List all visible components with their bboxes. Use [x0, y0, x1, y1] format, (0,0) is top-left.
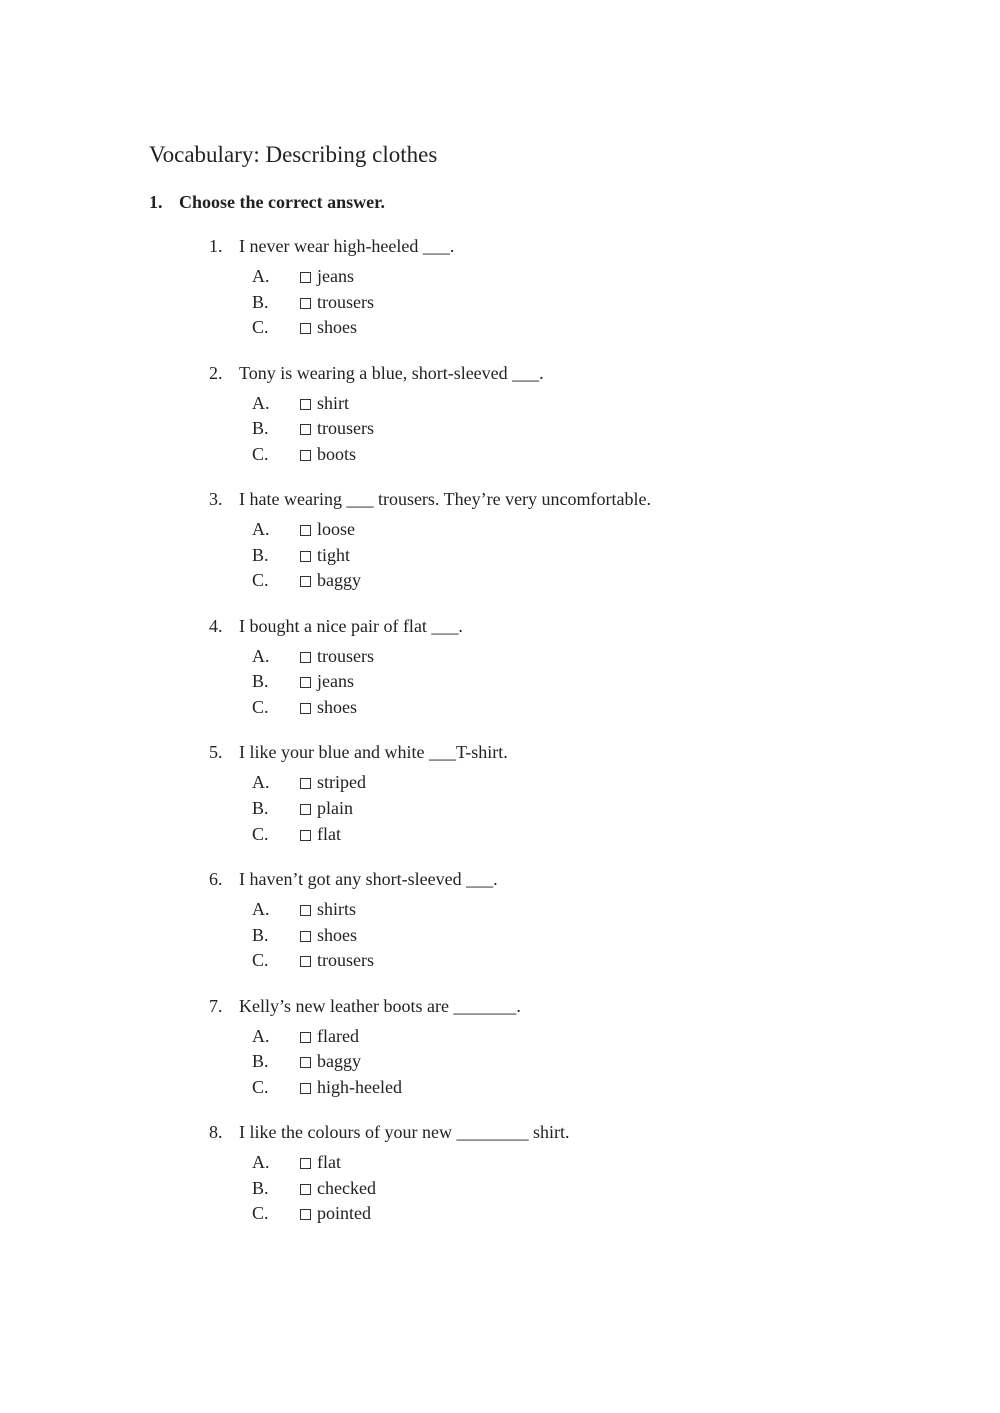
checkbox-icon[interactable]: [300, 298, 311, 309]
option-text: shoes: [317, 696, 357, 717]
option-letter: C.: [252, 1203, 269, 1224]
option-list: [252, 1150, 376, 1227]
checkbox-icon[interactable]: [300, 1209, 311, 1220]
question-number: 7.: [209, 995, 223, 1016]
checkbox-icon[interactable]: [300, 525, 311, 536]
option-text: shoes: [317, 924, 357, 945]
section-instruction: Choose the correct answer.: [179, 192, 385, 212]
answer-option[interactable]: [252, 517, 361, 543]
option-letter: A.: [252, 898, 270, 919]
answer-option[interactable]: [252, 543, 361, 569]
answer-option[interactable]: [252, 822, 366, 848]
question-stem: [209, 361, 544, 385]
option-text: shirts: [317, 898, 357, 919]
question-number: 5.: [209, 742, 223, 763]
option-letter: B.: [252, 544, 269, 565]
question-stem: [209, 614, 463, 638]
option-text: flat: [317, 1152, 341, 1173]
checkbox-icon[interactable]: [300, 905, 311, 916]
option-letter: C.: [252, 317, 269, 338]
checkbox-icon[interactable]: [300, 778, 311, 789]
question-number: 2.: [209, 362, 223, 383]
answer-option[interactable]: [252, 644, 374, 670]
option-list: [252, 770, 366, 847]
answer-option[interactable]: [252, 1176, 376, 1202]
option-text: flared: [317, 1025, 359, 1046]
option-letter: A.: [252, 392, 270, 413]
checkbox-icon[interactable]: [300, 424, 311, 435]
option-letter: C.: [252, 696, 269, 717]
option-text: tight: [317, 544, 351, 565]
option-letter: C.: [252, 1076, 269, 1097]
option-text: pointed: [317, 1203, 371, 1224]
option-text: checked: [317, 1177, 376, 1198]
option-text: loose: [317, 519, 355, 540]
answer-option[interactable]: [252, 669, 374, 695]
section-heading: [149, 190, 385, 214]
option-letter: C.: [252, 443, 269, 464]
option-letter: B.: [252, 418, 269, 439]
option-text: plain: [317, 797, 353, 818]
option-letter: A.: [252, 266, 270, 286]
section-number: 1.: [149, 192, 163, 212]
option-text: shirt: [317, 392, 350, 413]
option-letter: A.: [252, 772, 270, 793]
checkbox-icon[interactable]: [300, 703, 311, 714]
option-text: trousers: [317, 950, 374, 971]
checkbox-icon[interactable]: [300, 323, 311, 334]
question-item: [209, 740, 909, 867]
question-item: [209, 487, 909, 614]
question-item: [209, 994, 909, 1121]
question-number: 3.: [209, 489, 223, 510]
checkbox-icon[interactable]: [300, 1032, 311, 1043]
question-stem: [209, 487, 651, 511]
checkbox-icon[interactable]: [300, 551, 311, 562]
answer-option[interactable]: [252, 796, 366, 822]
option-letter: B.: [252, 924, 269, 945]
question-number: 8.: [209, 1122, 223, 1143]
question-item: [209, 867, 909, 994]
option-letter: B.: [252, 291, 269, 312]
option-list: [252, 517, 361, 594]
question-list: [209, 234, 909, 1247]
checkbox-icon[interactable]: [300, 1184, 311, 1195]
option-letter: B.: [252, 1051, 269, 1072]
question-number: 1.: [209, 236, 223, 256]
question-text: I like the colours of your new ________ shirt.: [239, 1122, 570, 1143]
option-letter: A.: [252, 519, 270, 540]
question-item: [209, 614, 909, 741]
option-text: high-heeled: [317, 1076, 402, 1097]
question-text: Kelly’s new leather boots are _______.: [239, 995, 521, 1016]
checkbox-icon[interactable]: [300, 931, 311, 942]
answer-option[interactable]: [252, 416, 374, 442]
answer-option[interactable]: [252, 923, 374, 949]
option-text: boots: [317, 443, 357, 464]
option-text: baggy: [317, 570, 361, 591]
question-stem: [209, 234, 454, 258]
answer-option[interactable]: [252, 1075, 402, 1101]
answer-option[interactable]: [252, 264, 374, 290]
checkbox-icon[interactable]: [300, 677, 311, 688]
option-letter: C.: [252, 570, 269, 591]
answer-option[interactable]: [252, 1049, 402, 1075]
option-list: [252, 897, 374, 974]
option-text: shoes: [317, 317, 357, 338]
option-list: [252, 264, 374, 341]
checkbox-icon[interactable]: [300, 1057, 311, 1068]
option-text: jeans: [317, 266, 354, 286]
option-list: [252, 391, 374, 468]
option-letter: B.: [252, 797, 269, 818]
option-text: flat: [317, 823, 341, 844]
question-text: I hate wearing ___ trousers. They’re very uncomfortable.: [239, 489, 652, 510]
answer-option[interactable]: [252, 948, 374, 974]
option-text: trousers: [317, 291, 374, 312]
answer-option[interactable]: [252, 1150, 376, 1176]
question-text: I bought a nice pair of flat ___.: [239, 615, 463, 636]
answer-option[interactable]: [252, 315, 374, 341]
answer-option[interactable]: [252, 442, 374, 468]
option-letter: A.: [252, 645, 270, 666]
option-letter: A.: [252, 1152, 270, 1173]
question-text: Tony is wearing a blue, short-sleeved ___.: [239, 362, 544, 383]
answer-option[interactable]: [252, 1201, 376, 1227]
question-number: 4.: [209, 615, 223, 636]
option-letter: C.: [252, 950, 269, 971]
question-stem: [209, 1120, 569, 1144]
option-letter: B.: [252, 1177, 269, 1198]
checkbox-icon[interactable]: [300, 652, 311, 663]
option-letter: B.: [252, 671, 269, 692]
checkbox-icon[interactable]: [300, 272, 311, 283]
option-text: striped: [317, 772, 366, 793]
question-item: [209, 234, 909, 361]
question-item: [209, 1120, 909, 1247]
question-stem: [209, 994, 521, 1018]
answer-option[interactable]: [252, 568, 361, 594]
option-text: baggy: [317, 1051, 361, 1072]
answer-option[interactable]: [252, 897, 374, 923]
option-text: trousers: [317, 645, 374, 666]
question-item: [209, 361, 909, 488]
option-list: [252, 1024, 402, 1101]
question-text: I like your blue and white ___T-shirt.: [239, 742, 508, 763]
question-number: 6.: [209, 868, 223, 889]
checkbox-icon[interactable]: [300, 399, 311, 410]
question-stem: [209, 740, 508, 764]
answer-option[interactable]: [252, 695, 374, 721]
answer-option[interactable]: [252, 290, 374, 316]
checkbox-icon[interactable]: [300, 956, 311, 967]
answer-option[interactable]: [252, 770, 366, 796]
checkbox-icon[interactable]: [300, 804, 311, 815]
page-title: Vocabulary: Describing clothes: [149, 142, 438, 167]
option-letter: A.: [252, 1025, 270, 1046]
answer-option[interactable]: [252, 391, 374, 417]
question-stem: [209, 867, 498, 891]
question-text: I haven’t got any short-sleeved ___.: [239, 868, 498, 889]
checkbox-icon[interactable]: [300, 1083, 311, 1094]
question-text: I never wear high-heeled ___.: [239, 236, 455, 256]
option-text: trousers: [317, 418, 374, 439]
checkbox-icon[interactable]: [300, 576, 311, 587]
option-letter: C.: [252, 823, 269, 844]
checkbox-icon[interactable]: [300, 450, 311, 461]
option-list: [252, 644, 374, 721]
answer-option[interactable]: [252, 1024, 402, 1050]
checkbox-icon[interactable]: [300, 1158, 311, 1169]
checkbox-icon[interactable]: [300, 830, 311, 841]
option-text: jeans: [317, 671, 354, 692]
